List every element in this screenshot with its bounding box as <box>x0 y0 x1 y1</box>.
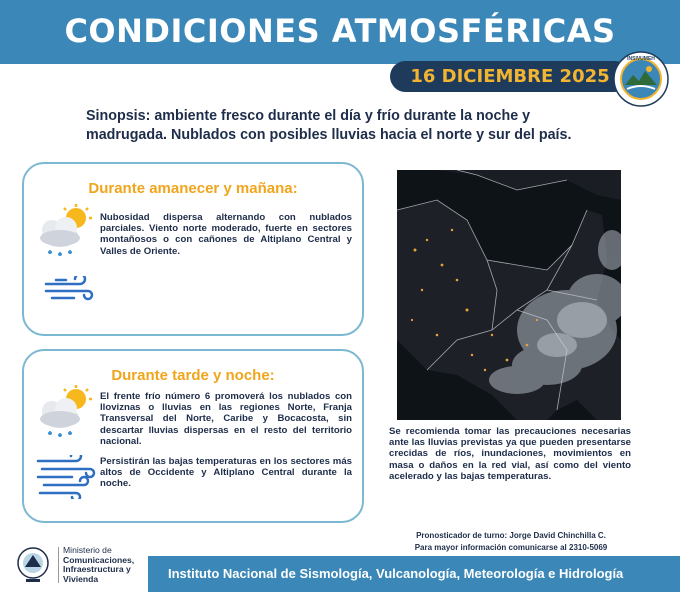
evening-text-2: Persistirán las bajas temperaturas en los sectores más altos de Occidente y Altiplano Central durante la noche. <box>100 456 352 490</box>
sun-cloud-rain-icon <box>34 385 96 449</box>
guatemala-seal-icon <box>16 545 50 585</box>
divider <box>58 547 59 583</box>
recommendation-text: Se recomienda tomar las precauciones necesarias ante las lluvias previstas ya que pueden presentarse crecidas de ríos, inundaciones, movimientos en masa o daños en la red vial, así como del viento acelerado y las bajas temperaturas. <box>389 426 631 482</box>
wind-icon <box>44 276 96 302</box>
forecaster-info <box>380 530 642 554</box>
contact-info: Para mayor información comunicarse al 2310-5069 <box>414 543 608 552</box>
date-badge: 16 DICIEMBRE 2025 <box>390 61 630 92</box>
forecaster-name: Pronosticador de turno: Jorge David Chinchilla C. <box>416 531 606 540</box>
strong-wind-icon <box>36 455 98 499</box>
ministry-logo <box>16 543 146 589</box>
insivumeh-logo <box>613 51 669 107</box>
morning-text: Nubosidad dispersa alternando con nublados parciales. Viento norte moderado, fuerte en sectores montañosos o con cañones de Altiplano Central y Valles de Oriente. <box>100 212 352 257</box>
header-banner <box>0 0 680 64</box>
footer-institute: Instituto Nacional de Sismología, Vulcanología, Meteorología e Hidrología <box>148 556 680 592</box>
page-title: CONDICIONES ATMOSFÉRICAS <box>64 12 616 50</box>
logo-text: INSIVUMEH <box>627 56 655 62</box>
evening-text-1: El frente frío número 6 promoverá los nublados con lloviznas o lluvias en las regiones Norte, Franja Transversal del Norte, Caribe y Bocacosta, sin descartar lluvias dispersas en el resto del territorio nacional. <box>100 391 352 447</box>
morning-title: Durante amanecer y mañana: <box>88 180 298 197</box>
morning-card <box>22 162 364 336</box>
evening-title: Durante tarde y noche: <box>111 367 275 384</box>
ministry-name: Ministerio de Comunicaciones, Infraestructura y Vivienda <box>63 545 135 584</box>
satellite-map-image <box>397 170 621 420</box>
evening-card <box>22 349 364 523</box>
synopsis-text: Sinopsis: ambiente fresco durante el día y frío durante la noche y madrugada. Nublados con posibles lluvias hacia el norte y sur del país. <box>86 108 572 143</box>
sun-cloud-rain-icon <box>34 204 96 268</box>
